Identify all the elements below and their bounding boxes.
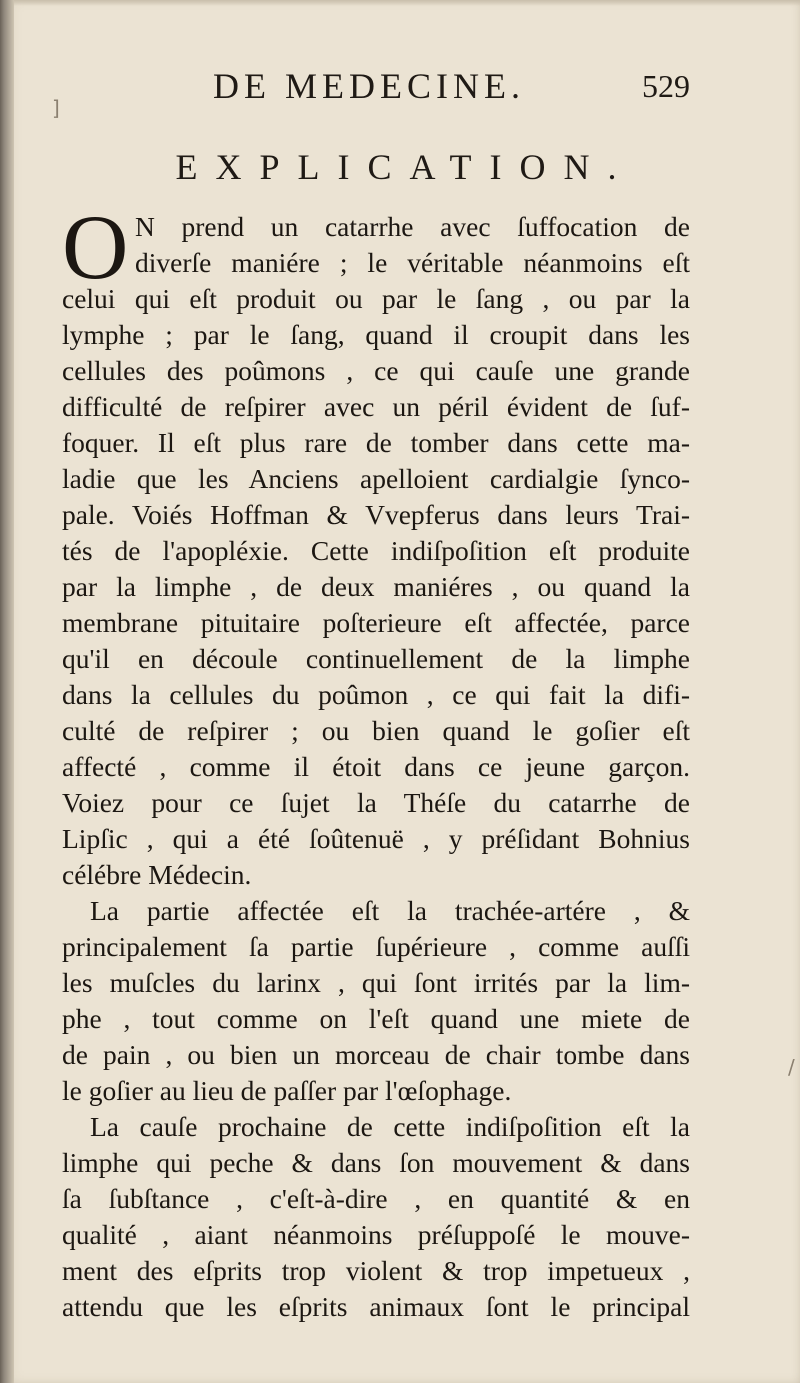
- running-head: DE MEDECINE.: [213, 66, 525, 106]
- text-line: ſa ſubſtance , c'eſt-à-dire , en quantité & en: [62, 1183, 690, 1214]
- page-binding-shadow: [0, 0, 14, 1383]
- text-line: membrane pituitaire poſterieure eſt affectée, parce: [62, 607, 690, 638]
- text-line: qu'il en découle continuellement de la limphe: [62, 643, 690, 674]
- text-line: diverſe maniére ; le véritable néanmoins eſt: [135, 247, 690, 278]
- section-title: EXPLICATION.: [175, 147, 635, 187]
- drop-cap: O: [62, 196, 129, 298]
- text-line: affecté , comme il étoit dans ce jeune garçon.: [62, 751, 690, 782]
- text-line: attendu que les eſprits animaux ſont le principal: [62, 1291, 690, 1322]
- text-line: ment des eſprits trop violent & trop impetueux ,: [62, 1255, 690, 1286]
- text-line: pale. Voiés Hoffman & Vvepferus dans leurs Trai-: [62, 499, 690, 530]
- text-line: Voiez pour ce ſujet la Théſe du catarrhe de: [62, 787, 690, 818]
- text-line: ladie que les Anciens apelloient cardialgie ſynco-: [62, 463, 690, 494]
- text-line: principalement ſa partie ſupérieure , comme auſſi: [62, 931, 690, 962]
- text-line: cellules des poûmons , ce qui cauſe une grande: [62, 355, 690, 386]
- text-line: dans la cellules du poûmon , ce qui fait la difi-: [62, 679, 690, 710]
- page-top-edge: [14, 0, 800, 6]
- text-line: qualité , aiant néanmoins préſuppoſé le mouve-: [62, 1219, 690, 1250]
- text-line: N prend un catarrhe avec ſuffocation de: [135, 211, 690, 242]
- text-line: les muſcles du larinx , qui ſont irrités par la lim-: [62, 967, 690, 998]
- text-line: lymphe ; par le ſang, quand il croupit dans les: [62, 319, 690, 350]
- text-line: de pain , ou bien un morceau de chair tombe dans: [62, 1039, 690, 1070]
- margin-mark: ]: [52, 96, 60, 120]
- text-line: culté de reſpirer ; ou bien quand le goſier eſt: [62, 715, 690, 746]
- page-number: 529: [642, 68, 690, 104]
- text-line: le goſier au lieu de paſſer par l'œſophage.: [62, 1075, 512, 1106]
- text-line: célébre Médecin.: [62, 859, 252, 890]
- text-line: Lipſic , qui a été ſoûtenuë , y préſidant Bohnius: [62, 823, 690, 854]
- text-line: limphe qui peche & dans ſon mouvement & dans: [62, 1147, 690, 1178]
- text-line: La partie affectée eſt la trachée-artére , &: [90, 895, 690, 926]
- margin-mark: /: [788, 1055, 795, 1079]
- text-line: difficulté de reſpirer avec un péril évident de ſuf-: [62, 391, 690, 422]
- text-line: tés de l'apopléxie. Cette indiſpoſition eſt produite: [62, 535, 690, 566]
- page-header: [0, 66, 800, 106]
- text-line: phe , tout comme on l'eſt quand une miete de: [62, 1003, 690, 1034]
- text-line: celui qui eſt produit ou par le ſang , ou par la: [62, 283, 690, 314]
- text-line: foquer. Il eſt plus rare de tomber dans cette ma-: [62, 427, 690, 458]
- text-line: La cauſe prochaine de cette indiſpoſition eſt la: [90, 1111, 690, 1142]
- text-line: par la limphe , de deux maniéres , ou quand la: [62, 571, 690, 602]
